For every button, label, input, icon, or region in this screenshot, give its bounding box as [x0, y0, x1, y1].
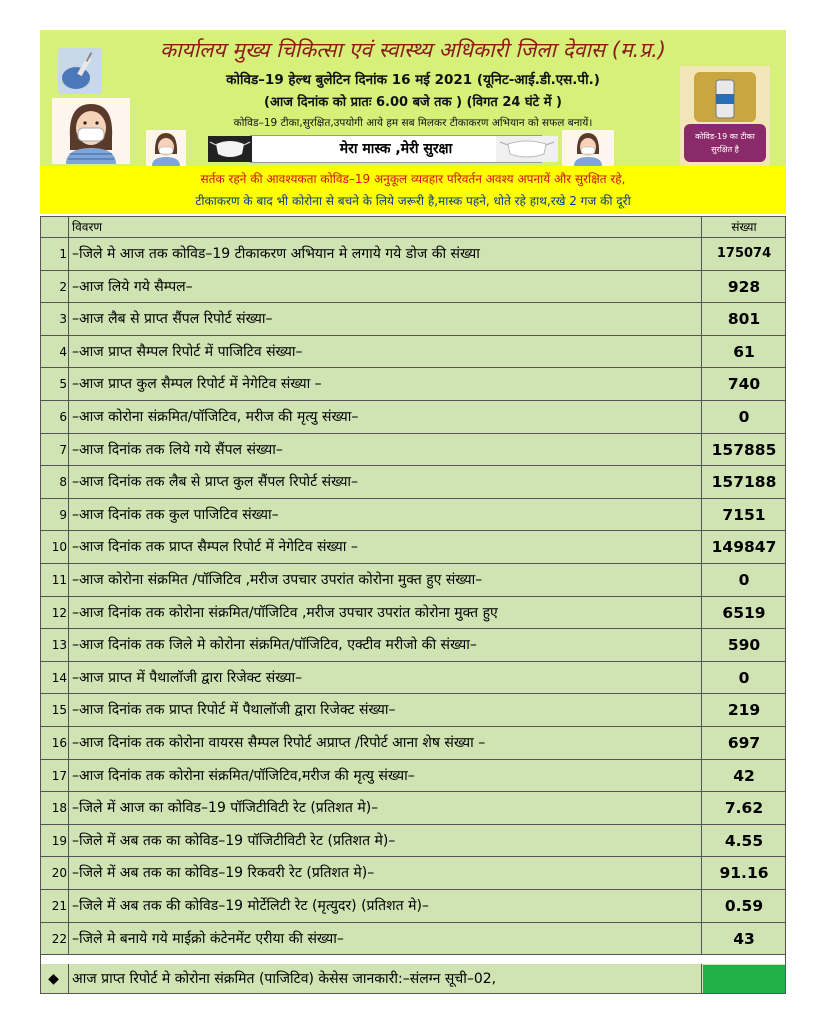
- row-number: 9: [59, 507, 67, 522]
- table-row: [40, 336, 786, 369]
- row-value: 175074: [701, 238, 786, 270]
- table-row: [40, 629, 786, 662]
- row-description: –आज दिनांक तक कोरोना संक्रमित/पॉजिटिव,मरीज की मृत्यु संख्या–: [68, 760, 700, 792]
- table-row: [40, 662, 786, 695]
- row-value: 91.16: [701, 857, 786, 889]
- row-value: 61: [701, 336, 786, 368]
- row-description: –आज लिये गये सैम्पल–: [68, 271, 700, 303]
- header-description: विवरण: [68, 216, 700, 237]
- footer-text: आज प्राप्त रिपोर्ट मे कोरोना संक्रमित (पाजिटिव) केसेस जानकारी:–संलग्न सूची–02,: [68, 964, 700, 993]
- row-description: –आज दिनांक तक जिले मे कोरोना संक्रमित/पॉजिटिव, एक्टीव मरीजो की संख्या–: [68, 629, 700, 661]
- row-number: 6: [59, 410, 67, 424]
- row-number: 17: [51, 768, 67, 783]
- table-row: [40, 727, 786, 760]
- table-row: [40, 857, 786, 890]
- table-row: [40, 368, 786, 401]
- row-number: 15: [51, 703, 67, 718]
- row-description: –आज दिनांक तक कोरोना संक्रमित/पॉजिटिव ,मरीज उपचार उपरांत कोरोना मुक्त हुए: [68, 597, 700, 629]
- table-row: [40, 760, 786, 793]
- row-number: 11: [51, 573, 67, 587]
- woman-with-mask-right-image: [562, 130, 614, 166]
- row-value: 157885: [701, 434, 786, 466]
- table-row: [40, 499, 786, 532]
- table-row: [40, 303, 786, 336]
- row-description: –आज दिनांक तक प्राप्त सैम्पल रिपोर्ट में नेगेटिव संख्या –: [68, 531, 700, 563]
- table-row: [40, 597, 786, 630]
- notice-line-2: टीकाकरण के बाद भी कोरोना से बचने के लिये जरूरी है,मास्क पहने, धोते रहे हाथ,रखे 2 गज की दूरी: [195, 194, 631, 208]
- row-description: –आज दिनांक तक कोरोना वायरस सैम्पल रिपोर्ट अप्राप्त /रिपोर्ट आना शेष संख्या –: [68, 727, 700, 759]
- row-number: 20: [51, 866, 67, 881]
- table-row: [40, 792, 786, 825]
- bulletin-timeline: (आज दिनांक को प्रातः 6.00 बजे तक ) (विगत 24 घंटे में ): [264, 95, 562, 110]
- row-value: 43: [701, 923, 786, 955]
- precaution-notice: [40, 166, 786, 214]
- row-description: –आज दिनांक तक प्राप्त रिपोर्ट में पैथालॉजी द्वारा रिजेक्ट संख्या–: [68, 694, 700, 726]
- table-row: [40, 238, 786, 271]
- row-number: 10: [51, 540, 67, 555]
- bulletin-header: [40, 30, 786, 166]
- woman-with-mask-image: [52, 98, 130, 164]
- table-row: [40, 401, 786, 434]
- row-value: 0: [701, 401, 786, 433]
- row-value: 6519: [701, 597, 786, 629]
- row-value: 157188: [701, 466, 786, 498]
- row-description: –जिले में अब तक का कोविड–19 पॉजिटीविटी रेट (प्रतिशत मे)–: [68, 825, 700, 857]
- row-description: –आज दिनांक तक कुल पाजिटिव संख्या–: [68, 499, 700, 531]
- table-header-row: [40, 216, 786, 238]
- row-number: 13: [51, 638, 67, 653]
- row-description: –आज प्राप्त सैम्पल रिपोर्ट में पाजिटिव संख्या–: [68, 336, 700, 368]
- table-row: [40, 466, 786, 499]
- header-count: संख्या: [701, 216, 786, 237]
- row-value: 7.62: [701, 792, 786, 824]
- row-number: 18: [51, 801, 67, 816]
- office-title: कार्यालय मुख्य चिकित्सा एवं स्वास्थ्य अधिकारी जिला देवास (म.प्र.): [159, 38, 666, 62]
- vaccine-injection-image: [58, 48, 102, 94]
- health-bulletin-sheet: [40, 30, 786, 994]
- row-description: –आज दिनांक तक लिये गये सैंपल संख्या–: [68, 434, 700, 466]
- table-row: [40, 271, 786, 304]
- row-value: 4.55: [701, 825, 786, 857]
- row-value: 801: [701, 303, 786, 335]
- woman-with-mask-small-image: [146, 130, 186, 166]
- row-description: –जिले मे बनाये गये माईक्रो कंटेनमेंट एरीया की संख्या–: [68, 923, 700, 955]
- row-number: 2: [59, 279, 67, 294]
- row-value: 219: [701, 694, 786, 726]
- header-number-cell: [40, 216, 67, 237]
- row-description: –जिले में अब तक की कोविड–19 मोर्टेलिटी रेट (मृत्युदर) (प्रतिशत मे)–: [68, 890, 700, 922]
- row-value: 149847: [701, 531, 786, 563]
- vaccine-safe-badge: [680, 66, 770, 166]
- table-row: [40, 531, 786, 564]
- diamond-bullet-icon: ◆: [48, 971, 59, 987]
- row-value: 928: [701, 271, 786, 303]
- table-row: [40, 825, 786, 858]
- badge-line2: सुरक्षित है: [711, 145, 739, 154]
- row-number: 4: [59, 344, 67, 359]
- row-number: 7: [59, 442, 67, 457]
- row-description: –आज कोरोना संक्रमित/पॉजिटिव, मरीज की मृत्यु संख्या–: [68, 401, 700, 433]
- row-value: 697: [701, 727, 786, 759]
- row-number: 21: [51, 899, 67, 913]
- row-value: 0: [701, 662, 786, 694]
- footer-green-cell: [703, 965, 785, 993]
- row-description: –जिले में अब तक का कोविड–19 रिकवरी रेट (प्रतिशत मे)–: [68, 857, 700, 889]
- row-description: –जिले मे आज तक कोविड–19 टीकाकरण अभियान मे लगाये गये डोज की संख्या: [68, 238, 700, 270]
- badge-line1: कोविड-19 का टीका: [695, 132, 755, 141]
- table-footer-row: [40, 964, 786, 994]
- row-description: –आज प्राप्त में पैथालॉजी द्वारा रिजेक्ट संख्या–: [68, 662, 700, 694]
- row-value: 7151: [701, 499, 786, 531]
- row-number: 8: [59, 475, 67, 490]
- face-mask-image: [208, 136, 252, 162]
- table-row: [40, 890, 786, 923]
- mask-slogan: मेरा मास्क ,मेरी सुरक्षा: [250, 135, 542, 163]
- row-number: 3: [59, 312, 67, 327]
- row-number: 14: [51, 670, 67, 685]
- bulletin-subtitle: कोविड–19 हेल्थ बुलेटिन दिनांक 16 मई 2021 (यूनिट-आई.डी.एस.पी.): [226, 72, 600, 88]
- row-description: –आज प्राप्त कुल सैम्पल रिपोर्ट में नेगेटिव संख्या –: [68, 368, 700, 400]
- row-value: 590: [701, 629, 786, 661]
- notice-line-1: सर्तक रहने की आवश्यकता कोविड–19 अनुकूल व्यवहार परिवर्तन अवश्य अपनायें और सुरक्षित रहे,: [200, 172, 626, 186]
- row-number: 19: [51, 833, 67, 848]
- row-value: 42: [701, 760, 786, 792]
- table-row: [40, 564, 786, 597]
- row-value: 0: [701, 564, 786, 596]
- row-description: –आज कोरोना संक्रमित /पॉजिटिव ,मरीज उपचार उपरांत कोरोना मुक्त हुए संख्या–: [68, 564, 700, 596]
- table-row: [40, 694, 786, 727]
- table-row: [40, 923, 786, 956]
- row-number: 22: [51, 931, 67, 946]
- row-number: 1: [59, 247, 67, 261]
- row-value: 740: [701, 368, 786, 400]
- row-description: –आज लैब से प्राप्त सैंपल रिपोर्ट संख्या–: [68, 303, 700, 335]
- table-row: [40, 434, 786, 467]
- row-number: 5: [59, 377, 67, 392]
- face-mask-image-right: [496, 136, 558, 162]
- row-number: 12: [51, 605, 67, 620]
- row-number: 16: [51, 736, 67, 750]
- row-description: –जिले में आज का कोविड–19 पॉजिटीविटी रेट (प्रतिशत मे)–: [68, 792, 700, 824]
- row-value: 0.59: [701, 890, 786, 922]
- row-description: –आज दिनांक तक लैब से प्राप्त कुल सैंपल रिपोर्ट संख्या–: [68, 466, 700, 498]
- vaccination-campaign-text: कोविड–19 टीका,सुरक्षित,उपयोगी आये हम सब मिलकर टीकाकरण अभियान को सफल बनायें।: [233, 117, 593, 129]
